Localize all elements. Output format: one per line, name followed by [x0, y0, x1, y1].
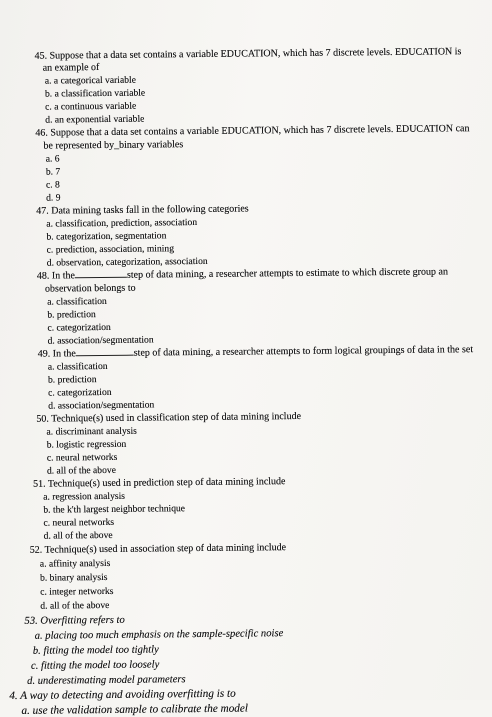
question-48-blank: [75, 277, 127, 279]
question-45-option-a: a. a categorical variable: [44, 74, 136, 87]
question-50-option-a: a. discriminant analysis: [46, 425, 137, 438]
question-51-option-a: a. regression analysis: [43, 490, 126, 503]
question-46-line-2: be represented by_binary variables: [43, 139, 184, 152]
question-50-option-b: b. logistic regression: [46, 438, 127, 451]
question-49-prompt-end: step of data mining, a researcher attempts to form logical groupings of data in the set: [133, 344, 474, 359]
question-48-option-a: a. classification: [47, 295, 107, 308]
question-52-option-b: b. binary analysis: [39, 571, 108, 584]
question-52-option-a: a. affinity analysis: [39, 557, 111, 570]
question-46-option-a: a. 6: [45, 153, 60, 165]
question-46-line-1: 46. Suppose that a data set contains a variable EDUCATION, which has 7 discrete levels. EDUCATION can: [35, 123, 470, 139]
question-48-option-d: d. association/segmentation: [47, 334, 154, 347]
question-47-option-b: b. categorization, segmentation: [46, 230, 167, 243]
question-48-option-c: c. categorization: [47, 321, 111, 334]
question-47-option-a: a. classification, prediction, association: [46, 217, 198, 230]
question-49-prompt-start: 49. In the: [37, 348, 76, 360]
question-50-prompt: 50. Technique(s) used in classification step of data mining include: [36, 410, 302, 425]
question-45-option-c: c. a continuous variable: [45, 100, 137, 113]
question-53-prompt: 53. Overfitting refers to: [24, 614, 125, 627]
question-51-prompt: 51. Technique(s) used in prediction step of data mining include: [33, 476, 286, 490]
question-47-option-d: d. observation, categorization, association: [46, 255, 208, 269]
question-48-line-1: [37, 266, 448, 281]
question-49-option-a: a. classification: [47, 360, 108, 373]
question-52-option-c: c. integer networks: [40, 585, 114, 598]
question-48-prompt-end: step of data mining, a researcher attempts to estimate to which discrete group an: [126, 266, 448, 281]
question-48-option-b: b. prediction: [47, 309, 96, 321]
question-53-option-c: c. fitting the model too loosely: [30, 659, 160, 672]
question-53-option-d: d. underestimating model parameters: [27, 674, 186, 687]
question-49-option-c: c. categorization: [48, 386, 112, 399]
question-46-option-c: c. 8: [45, 179, 60, 191]
question-45-option-b: b. a classification variable: [44, 87, 146, 100]
question-49-option-d: d. association/segmentation: [48, 399, 155, 412]
question-52-option-d: d. all of the above: [40, 599, 110, 612]
question-48-prompt-start: 48. In the: [36, 270, 75, 282]
question-51-option-b: b. the k'th largest neighbor technique: [43, 503, 186, 516]
question-49-option-b: b. prediction: [47, 374, 97, 386]
question-46-option-d: d. 9: [46, 192, 61, 204]
question-53-option-b: b. fitting the model too tightly: [32, 644, 159, 657]
question-53-option-a: a. placing too much emphasis on the sample-specific noise: [34, 628, 284, 642]
question-54-option-a: a. use the validation sample to calibrate the model: [21, 702, 249, 717]
question-50-option-c: c. neural networks: [46, 451, 118, 464]
question-45-line-2: an example of: [42, 62, 100, 74]
question-50-option-d: d. all of the above: [46, 464, 116, 477]
question-51-option-c: c. neural networks: [43, 516, 115, 529]
question-49-prompt: [38, 344, 473, 360]
question-51-option-d: d. all of the above: [43, 529, 113, 542]
question-48-line-2: observation belongs to: [44, 282, 136, 295]
question-45-option-d: d. an exponential variable: [45, 113, 145, 126]
question-47-prompt: 47. Data mining tasks fall in the following categories: [36, 203, 249, 217]
question-sheet: [6, 0, 492, 717]
question-49-blank: [76, 355, 134, 357]
question-54-prompt: 4. A way to detecting and avoiding overfitting is to: [9, 687, 236, 703]
question-47-option-c: c. prediction, association, mining: [46, 243, 175, 256]
question-46-option-b: b. 7: [45, 166, 61, 178]
question-45-line-1: 45. Suppose that a data set contains a variable EDUCATION, which has 7 discrete levels. EDUCATION is: [34, 46, 462, 62]
question-52-prompt: 52. Technique(s) used in association step of data mining include: [29, 542, 287, 556]
